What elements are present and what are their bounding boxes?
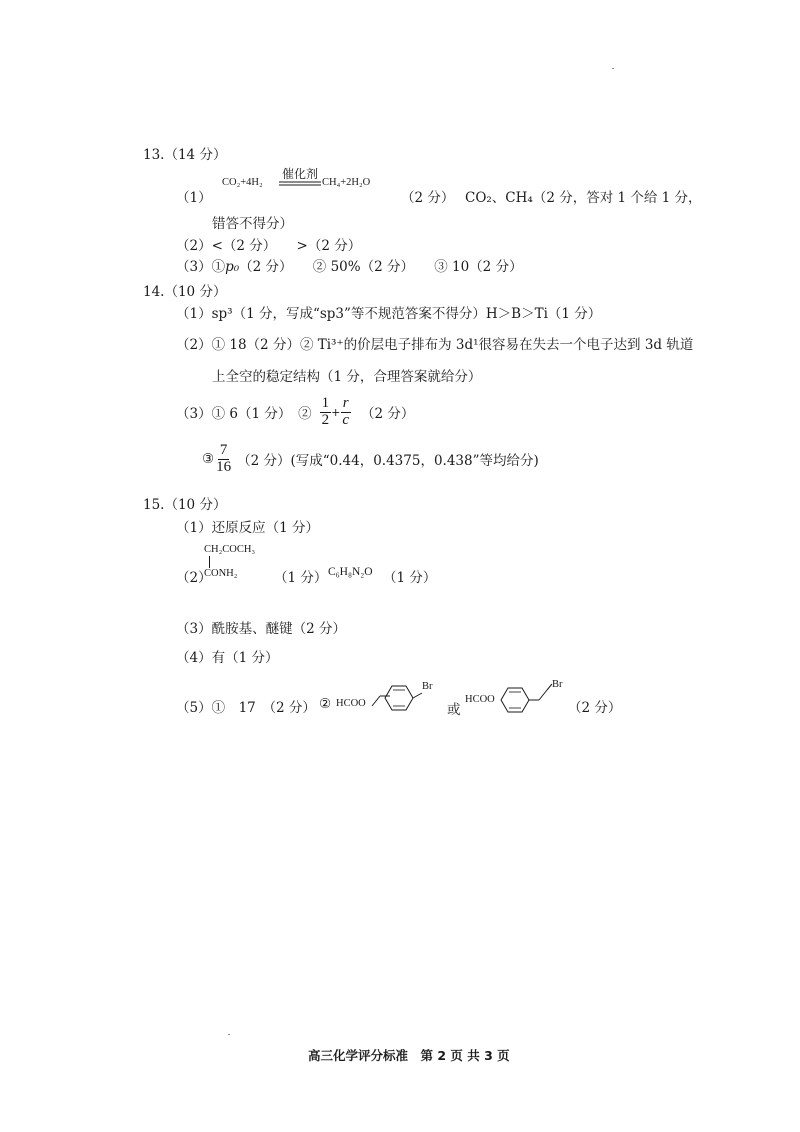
q15-part2-label: （2） bbox=[176, 570, 212, 586]
q15-structure1-benzene bbox=[364, 672, 436, 722]
q15-structure-top-group: CH₂COCH₃ bbox=[204, 544, 256, 555]
q15-part3: （3）酰胺基、醚键（2 分） bbox=[176, 621, 346, 637]
q14-circled-3: ③ bbox=[202, 451, 215, 468]
q15-heading: 15.（10 分） bbox=[143, 497, 227, 513]
q14-fraction-half-den: 2 bbox=[321, 411, 330, 428]
q14-fraction-r: r bbox=[342, 395, 349, 411]
q14-fraction-half bbox=[320, 396, 332, 429]
q15-molecular-formula: C₆H₈N₂O bbox=[328, 566, 373, 578]
q13-equation-arrow bbox=[279, 181, 321, 187]
q13-part3-prefix: （3）① bbox=[176, 259, 226, 275]
q15-structure1-hcoo: HCOO bbox=[336, 698, 366, 709]
q15-structure2-br: Br bbox=[552, 679, 563, 690]
scan-speck-top bbox=[612, 68, 614, 69]
q15-part1: （1）还原反应（1 分） bbox=[176, 520, 319, 536]
scan-speck-bottom bbox=[228, 1034, 230, 1035]
q13-equation-reactants: CO₂+4H₂ bbox=[222, 177, 263, 188]
q14-part3-score: （2 分） bbox=[361, 406, 415, 423]
q14-heading: 14.（10 分） bbox=[143, 284, 227, 300]
q15-part5-item2-marker: ② bbox=[319, 696, 332, 712]
q15-structure-bottom-group: CONH₂ bbox=[204, 568, 238, 579]
q13-part2: （2）<（2 分） >（2 分） bbox=[176, 238, 362, 254]
q15-part5-score: （2 分） bbox=[568, 700, 622, 716]
q15-part5-item1: （5）① 17 （2 分） bbox=[176, 700, 316, 716]
q14-fraction-r-over-c bbox=[340, 396, 351, 429]
q14-part3-item3-text: （2 分）(写成“0.44，0.4375，0.438”等均给分) bbox=[237, 453, 539, 470]
q14-part3-item3 bbox=[202, 443, 539, 476]
q14-part3-prefix: （3）① 6（1 分） ② bbox=[176, 406, 312, 423]
q14-fraction-16: 16 bbox=[216, 458, 232, 475]
q13-part3-rest: （2 分） ② 50%（2 分） ③ 10（2 分） bbox=[239, 259, 523, 275]
q15-structure2-hcoo: HCOO bbox=[465, 694, 495, 705]
q14-fraction-7: 7 bbox=[219, 442, 228, 458]
q13-part1-continued: 错答不得分） bbox=[212, 216, 293, 232]
q15-part2-score: （1 分） bbox=[274, 570, 328, 586]
q13-heading: 13.（14 分） bbox=[143, 147, 227, 163]
q15-or-text: 或 bbox=[447, 702, 461, 718]
q13-equation-products: CH₄+2H₂O bbox=[322, 177, 371, 188]
q14-part2-line2: 上全空的稳定结构（1 分，合理答案就给分） bbox=[212, 369, 482, 385]
q14-part1: （1）sp³（1 分，写成“sp3”等不规范答案不得分）H＞B＞Ti（1 分） bbox=[176, 306, 602, 322]
q14-fraction-c: c bbox=[342, 411, 349, 428]
q13-part1-score: （2 分） bbox=[401, 190, 455, 206]
q15-structure1-br: Br bbox=[422, 681, 433, 692]
q13-part3-p0: p₀ bbox=[225, 259, 240, 275]
q13-part3 bbox=[176, 255, 523, 275]
q15-part2-score2: （1 分） bbox=[383, 570, 437, 586]
page-footer: 高三化学评分标准 第 2 页 共 3 页 bbox=[308, 1048, 510, 1063]
q13-equation-catalyst: 催化剂 bbox=[282, 167, 319, 181]
q14-fraction-half-num: 1 bbox=[321, 395, 330, 411]
q15-part4: （4）有（1 分） bbox=[176, 650, 279, 666]
q13-part1-answer: CO₂、CH₄（2 分，答对 1 个给 1 分， bbox=[465, 190, 702, 206]
q14-part2-line1: （2）① 18（2 分）② Ti³⁺的价层电子排布为 3d¹很容易在失去一个电子达到 3d 轨道 bbox=[176, 337, 694, 353]
q13-part1-label: （1） bbox=[176, 190, 212, 206]
q14-plus-sign: + bbox=[331, 405, 341, 419]
q14-part3 bbox=[176, 396, 414, 429]
q14-fraction-seven-sixteenths bbox=[214, 443, 233, 476]
